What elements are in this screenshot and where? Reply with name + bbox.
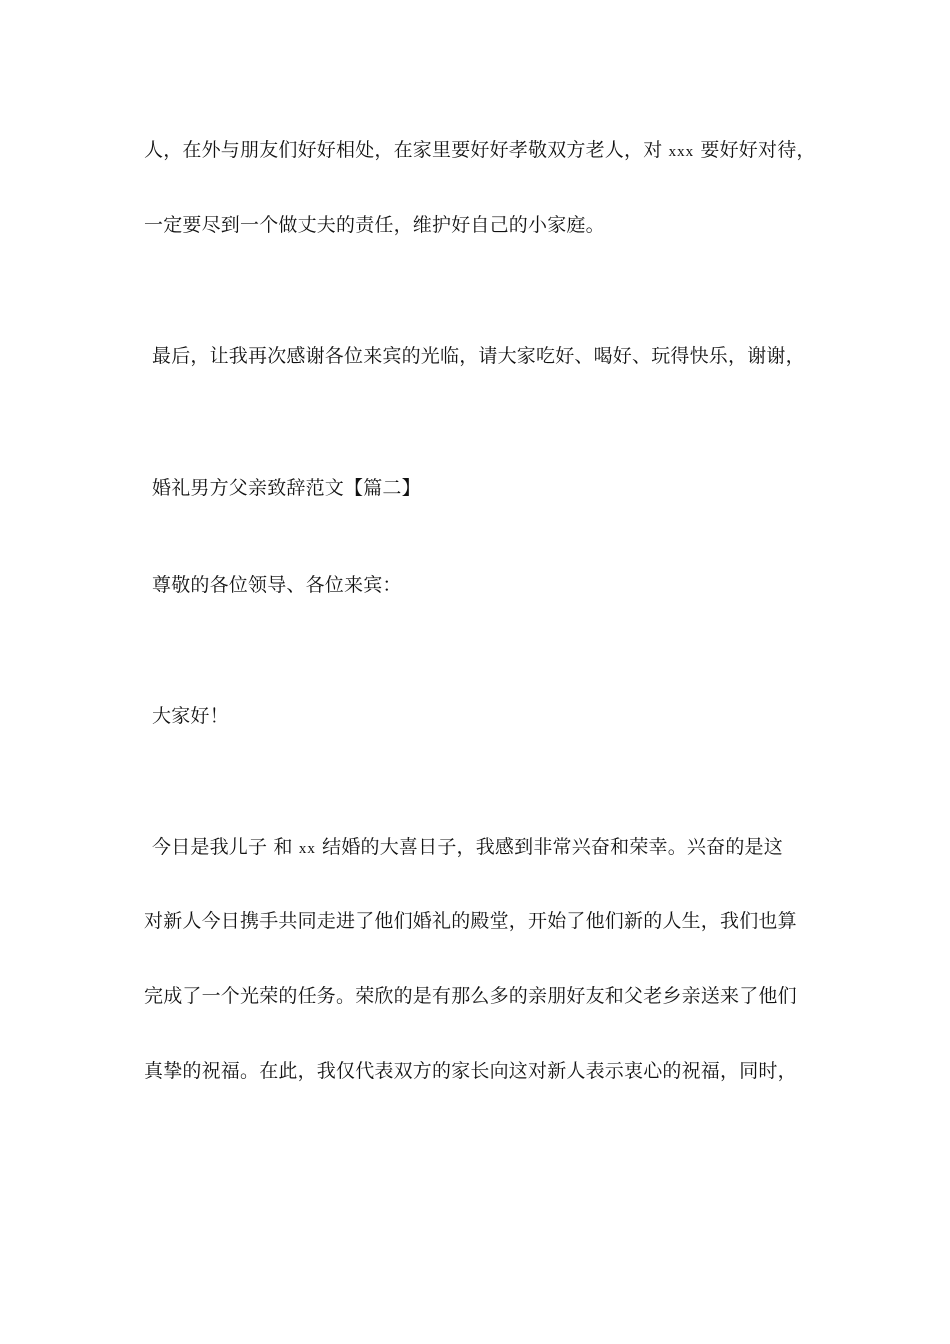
line-text: 人，在外与朋友们好好相处，在家里要好好孝敬双方老人，对 bbox=[144, 139, 669, 161]
section-heading: 婚礼男方父亲致辞范文【篇二】 bbox=[152, 477, 421, 499]
line-text: 结婚的大喜日子，我感到非常兴奋和荣幸。兴奋的是这 bbox=[315, 836, 783, 858]
paragraph-line: 完成了一个光荣的任务。荣欣的是有那么多的亲朋好友和父老乡亲送来了他们 bbox=[144, 985, 797, 1007]
name-placeholder: xx bbox=[298, 841, 316, 857]
line-text: 今日是我儿子 和 bbox=[152, 836, 299, 858]
greeting: 大家好！ bbox=[152, 705, 229, 727]
paragraph-line: 一定要尽到一个做丈夫的责任，维护好自己的小家庭。 bbox=[144, 214, 605, 236]
salutation: 尊敬的各位领导、各位来宾： bbox=[152, 574, 402, 596]
paragraph-line: 最后，让我再次感谢各位来宾的光临，请大家吃好、喝好、玩得快乐，谢谢， bbox=[152, 345, 805, 367]
line-text: 要好好对待， bbox=[694, 139, 816, 161]
paragraph-line: 对新人今日携手共同走进了他们婚礼的殿堂，开始了他们新的人生，我们也算 bbox=[144, 910, 797, 932]
paragraph-line bbox=[144, 137, 816, 165]
paragraph-line: 真挚的祝福。在此，我仅代表双方的家长向这对新人表示衷心的祝福，同时， bbox=[144, 1060, 797, 1082]
paragraph-line bbox=[152, 834, 783, 862]
name-placeholder: xxx bbox=[668, 144, 695, 160]
